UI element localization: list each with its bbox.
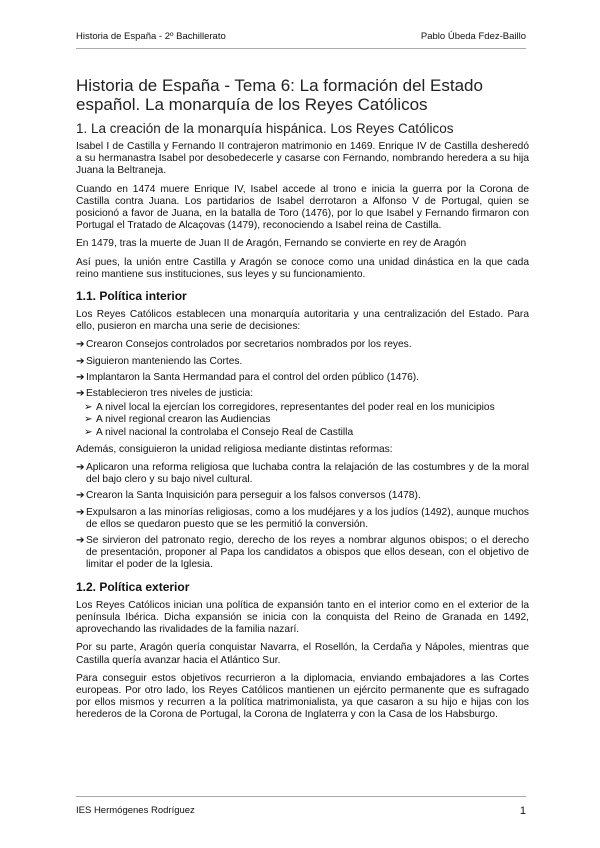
list-item: ➢ A nivel local la ejercían los corregidores, representantes del poder real en los municipios	[84, 402, 495, 414]
arrow-icon: ➔	[76, 490, 85, 502]
list-item: ➔Expulsaron a las minorías religiosas, como a los mudéjares y a los judíos (1492), aunque muchos de ellos se quedaron puesto que se les permitió la conversión.	[76, 506, 529, 530]
arrowhead-icon: ➢	[84, 426, 93, 438]
list-item: ➔Crearon Consejos controlados por secretarios nombrados por los reyes.	[76, 339, 412, 351]
paragraph: Así pues, la unión entre Castilla y Aragón se conoce como una unidad dinástica en la que cada reino mantiene sus instituciones, sus leyes y su funcionamiento.	[76, 256, 529, 280]
paragraph: Cuando en 1474 muere Enrique IV, Isabel accede al trono e inicia la guerra por la Corona de Castilla contra Juana. Los partidarios de Isabel derrotaron a Alfonso V de Portugal, quien se posicionó a favor de Juana, en la batalla de Toro (1476), por lo que Isabel y Fernando firmaron con Portugal el Tratado de Alcaçovas (1479), reconociendo a Isabel reina de Castilla.	[76, 183, 529, 232]
list-item: ➢ A nivel nacional la controlaba el Consejo Real de Castilla	[84, 426, 354, 438]
paragraph: Por su parte, Aragón quería conquistar Navarra, el Rosellón, la Cerdaña y Nápoles, mientras que Castilla quería avanzar hacia el Atlántico Sur.	[76, 642, 529, 666]
list-item: ➔Siguieron manteniendo las Cortes.	[76, 355, 243, 367]
list-item: ➔Crearon la Santa Inquisición para perseguir a los falsos conversos (1478).	[76, 490, 421, 502]
arrowhead-icon: ➢	[84, 414, 93, 426]
subsection-heading-exterior: 1.2. Política exterior	[76, 579, 190, 594]
list-item: ➢ A nivel regional crearon las Audiencias	[84, 414, 271, 426]
page-title: Historia de España - Tema 6: La formación del Estado español. La monarquía de los Reyes Católicos	[76, 76, 483, 114]
decisions-list	[76, 339, 529, 400]
arrow-icon: ➔	[76, 535, 85, 547]
religious-reforms-list	[76, 462, 529, 572]
arrow-icon: ➔	[76, 506, 85, 518]
list-item: ➔Aplicaron una reforma religiosa que luchaba contra la relajación de las costumbres y de la moral del bajo clero y su bajo nivel cultural.	[76, 462, 529, 486]
arrow-icon: ➔	[76, 371, 85, 383]
page-content	[76, 76, 529, 728]
justice-levels-list	[76, 402, 529, 439]
paragraph: Los Reyes Católicos establecen una monarquía autoritaria y una centralización del Estado. Para ello, pusieron en marcha una serie de decisiones:	[76, 309, 529, 333]
paragraph: Además, consiguieron la unidad religiosa mediante distintas reformas:	[76, 443, 393, 455]
header-course: Historia de España - 2º Bachillerato	[76, 31, 226, 42]
arrow-icon: ➔	[76, 388, 85, 400]
paragraph: Los Reyes Católicos inician una política de expansión tanto en el interior como en el exterior de la península Ibérica. Dicha expansión se inicia con la conquista del Reino de Granada en 1492, aprovechando las rivalidades de la familia nazarí.	[76, 599, 529, 636]
list-item: ➔Establecieron tres niveles de justicia:	[76, 388, 254, 400]
page-footer	[76, 796, 526, 817]
page-number: 1	[519, 805, 526, 817]
footer-school: IES Hermógenes Rodríguez	[76, 805, 195, 816]
paragraph: Para conseguir estos objetivos recurrieron a la diplomacia, enviando embajadores a las Cortes europeas. Por otro lado, los Reyes Católicos mantienen un ejército permanente que es sufragado por ellos mismos y recurren a la política matrimonialista, ya que casaron a su hijo e hijas con los herederos de la Corona de Portugal, la Corona de Inglaterra y con la Casa de los Habsburgo.	[76, 672, 529, 721]
page-header	[76, 31, 526, 49]
header-author: Pablo Úbeda Fdez-Baillo	[420, 31, 526, 42]
arrowhead-icon: ➢	[84, 402, 93, 414]
paragraph: Isabel I de Castilla y Fernando II contrajeron matrimonio en 1469. Enrique IV de Castilla desheredó a su hermanastra Isabel por desobedecerle y casarse con Fernando, nombrando heredera a su hija Juana la Beltraneja.	[76, 141, 529, 177]
arrow-icon: ➔	[76, 339, 85, 351]
list-item: ➔Se sirvieron del patronato regio, derecho de los reyes a nombrar algunos obispos; o el derecho de presentación, proponer al Papa los candidatos a obispos que ellos desean, con el objetivo de limitar el poder de la Iglesia.	[76, 535, 529, 571]
arrow-icon: ➔	[76, 462, 85, 474]
list-item: ➔Implantaron la Santa Hermandad para el control del orden público (1476).	[76, 371, 419, 383]
subsection-heading-interior: 1.1. Política interior	[76, 289, 187, 304]
arrow-icon: ➔	[76, 355, 85, 367]
section-heading: 1. La creación de la monarquía hispánica. Los Reyes Católicos	[76, 121, 454, 136]
paragraph: En 1479, tras la muerte de Juan II de Aragón, Fernando se convierte en rey de Aragón	[76, 238, 467, 250]
